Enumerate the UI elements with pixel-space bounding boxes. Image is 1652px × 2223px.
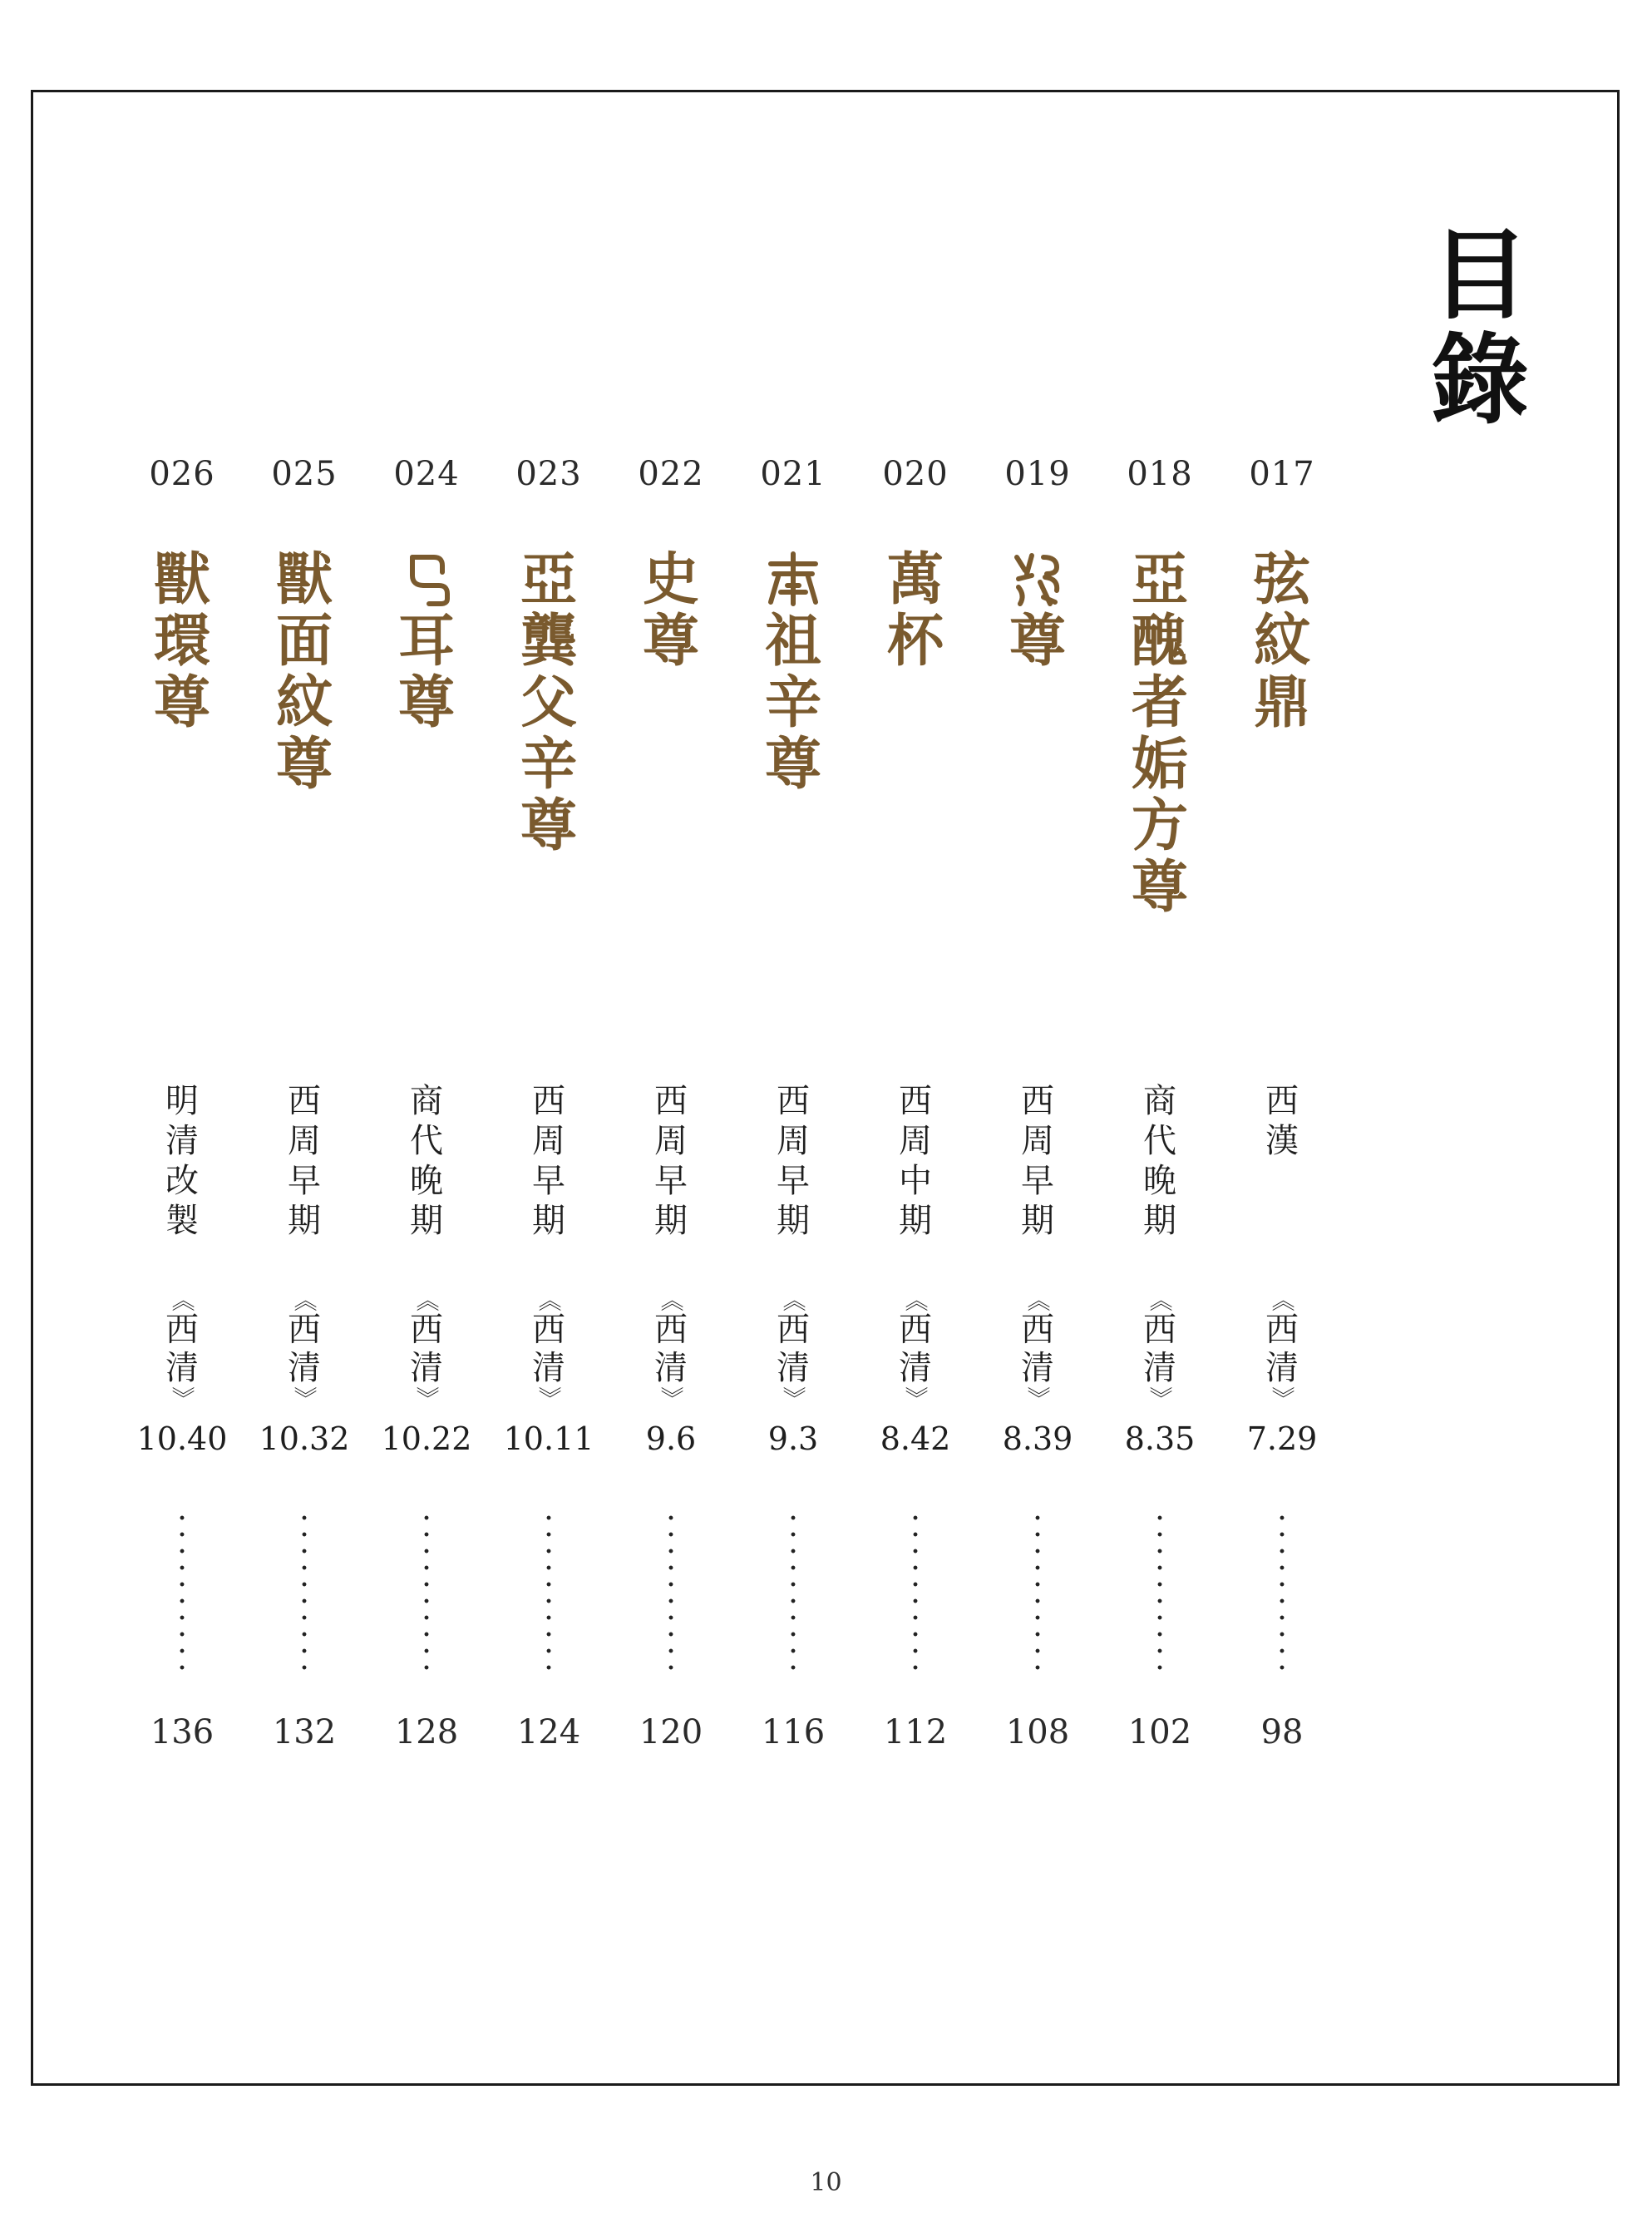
entry-period (246, 1081, 362, 1241)
entry-name: 祖辛尊 (764, 608, 821, 798)
entry-number: 026 (149, 455, 215, 493)
entry-period (1224, 1081, 1340, 1161)
entry-reference: 10.11 (503, 1420, 594, 1457)
close-bracket: 》 (1024, 1386, 1052, 1410)
entry-reference: 9.6 (645, 1420, 697, 1457)
toc-entry[interactable] (979, 449, 1096, 1780)
entry-source (246, 1289, 362, 1409)
toc-entry[interactable] (1224, 449, 1340, 1780)
dot-leader (1035, 1509, 1040, 1676)
entry-name: 史尊 (642, 546, 699, 674)
entry-source (1102, 1289, 1218, 1409)
open-bracket: 《 (658, 1287, 685, 1312)
entry-period (857, 1081, 974, 1241)
source-text: 西清 (532, 1311, 565, 1387)
toc-entry[interactable] (1102, 449, 1218, 1780)
toc-entry[interactable] (368, 449, 485, 1780)
source-text: 西清 (899, 1311, 932, 1387)
source-text: 西清 (288, 1311, 321, 1387)
entry-source (491, 1289, 607, 1409)
source-text: 西清 (1143, 1311, 1176, 1387)
entry-period (124, 1081, 240, 1241)
entry-reference: 10.22 (381, 1420, 472, 1457)
entry-page-number[interactable]: 116 (761, 1713, 826, 1751)
bronze-inscription-glyph-icon (396, 549, 457, 610)
period-text: 西漢 (1265, 1082, 1299, 1160)
entry-source (979, 1289, 1096, 1409)
entry-title (857, 546, 974, 674)
period-text: 明清改製 (165, 1082, 199, 1240)
entry-page-number[interactable]: 132 (272, 1713, 337, 1751)
entry-number: 022 (638, 455, 704, 493)
entry-source (124, 1289, 240, 1409)
dot-leader (546, 1509, 551, 1676)
dot-leader (913, 1509, 918, 1676)
entry-name: 萬杯 (886, 546, 944, 674)
period-text: 西周早期 (532, 1082, 565, 1240)
entry-reference: 9.3 (767, 1420, 819, 1457)
entry-name: 亞龔父辛尊 (520, 546, 577, 859)
entry-source (735, 1289, 851, 1409)
entry-page-number[interactable]: 112 (883, 1713, 948, 1751)
entry-reference: 10.40 (136, 1420, 228, 1457)
entry-source (857, 1289, 974, 1409)
entry-page-number[interactable]: 120 (639, 1713, 703, 1751)
source-text: 西清 (410, 1311, 443, 1387)
entry-source (613, 1289, 729, 1409)
close-bracket: 》 (535, 1386, 563, 1410)
entry-period (979, 1081, 1096, 1241)
close-bracket: 》 (1147, 1386, 1174, 1410)
entry-page-number[interactable]: 124 (516, 1713, 581, 1751)
period-text: 西周中期 (899, 1082, 932, 1240)
entry-title (613, 546, 729, 674)
source-text: 西清 (1021, 1311, 1054, 1387)
open-bracket: 《 (291, 1287, 318, 1312)
entry-number: 025 (271, 455, 338, 493)
close-bracket: 》 (169, 1386, 196, 1410)
entry-name: 尊 (1008, 608, 1066, 674)
dot-leader (424, 1509, 429, 1676)
entry-title (979, 549, 1096, 672)
entry-period (735, 1081, 851, 1241)
entry-number: 021 (760, 455, 826, 493)
toc-entry[interactable] (613, 449, 729, 1780)
entry-number: 023 (515, 455, 582, 493)
dot-leader (1280, 1509, 1285, 1676)
entry-period (368, 1081, 485, 1241)
entry-number: 018 (1127, 455, 1193, 493)
entry-period (491, 1081, 607, 1241)
entry-reference: 8.39 (1002, 1420, 1073, 1457)
dot-leader (1157, 1509, 1162, 1676)
entry-number: 017 (1249, 455, 1315, 493)
entry-title (124, 546, 240, 736)
entry-title (1102, 546, 1218, 921)
open-bracket: 《 (780, 1287, 807, 1312)
entry-period (613, 1081, 729, 1241)
close-bracket: 》 (902, 1386, 930, 1410)
period-text: 商代晚期 (1143, 1082, 1176, 1240)
page-folio: 10 (810, 2168, 842, 2197)
entry-reference: 8.35 (1124, 1420, 1196, 1457)
dot-leader (668, 1509, 673, 1676)
entry-page-number[interactable]: 102 (1127, 1713, 1192, 1751)
toc-entry[interactable] (124, 449, 240, 1780)
close-bracket: 》 (658, 1386, 685, 1410)
period-text: 西周早期 (654, 1082, 688, 1240)
entry-page-number[interactable]: 108 (1005, 1713, 1070, 1751)
entry-title (246, 546, 362, 798)
source-text: 西清 (654, 1311, 688, 1387)
source-text: 西清 (1265, 1311, 1299, 1387)
toc-entry[interactable] (246, 449, 362, 1780)
entry-page-number[interactable]: 136 (150, 1713, 215, 1751)
page-title: 目錄 (1414, 223, 1530, 432)
open-bracket: 《 (413, 1287, 441, 1312)
toc-entry[interactable] (857, 449, 974, 1780)
period-text: 商代晚期 (410, 1082, 443, 1240)
open-bracket: 《 (1024, 1287, 1052, 1312)
entry-page-number[interactable]: 98 (1260, 1713, 1304, 1751)
source-text: 西清 (165, 1311, 199, 1387)
entry-number: 024 (393, 455, 460, 493)
toc-entry[interactable] (735, 449, 851, 1780)
bronze-inscription-glyph-icon (1007, 549, 1068, 610)
entry-title (1224, 546, 1340, 736)
entry-title (735, 549, 851, 798)
toc-entry[interactable] (491, 449, 607, 1780)
entry-name: 獸環尊 (153, 546, 210, 736)
open-bracket: 《 (902, 1287, 930, 1312)
entry-name: 獸面紋尊 (275, 546, 333, 798)
entry-name: 亞醜者姤方尊 (1131, 546, 1188, 921)
dot-leader (791, 1509, 796, 1676)
period-text: 西周早期 (288, 1082, 321, 1240)
close-bracket: 》 (1269, 1386, 1296, 1410)
close-bracket: 》 (413, 1386, 441, 1410)
entry-reference: 7.29 (1246, 1420, 1318, 1457)
period-text: 西周早期 (1021, 1082, 1054, 1240)
entry-name: 耳尊 (397, 608, 455, 736)
entry-source (1224, 1289, 1340, 1409)
entry-period (1102, 1081, 1218, 1241)
close-bracket: 》 (291, 1386, 318, 1410)
entry-number: 019 (1004, 455, 1071, 493)
entry-reference: 8.42 (880, 1420, 951, 1457)
open-bracket: 《 (1269, 1287, 1296, 1312)
period-text: 西周早期 (777, 1082, 810, 1240)
close-bracket: 》 (780, 1386, 807, 1410)
entry-source (368, 1289, 485, 1409)
dot-leader (180, 1509, 185, 1676)
entry-reference: 10.32 (259, 1420, 350, 1457)
entry-page-number[interactable]: 128 (394, 1713, 459, 1751)
source-text: 西清 (777, 1311, 810, 1387)
open-bracket: 《 (1147, 1287, 1174, 1312)
bronze-inscription-glyph-icon (762, 549, 824, 610)
entry-title (491, 546, 607, 859)
dot-leader (302, 1509, 307, 1676)
open-bracket: 《 (535, 1287, 563, 1312)
open-bracket: 《 (169, 1287, 196, 1312)
entry-name: 弦紋鼎 (1253, 546, 1310, 736)
entry-number: 020 (882, 455, 949, 493)
entry-title (368, 549, 485, 734)
